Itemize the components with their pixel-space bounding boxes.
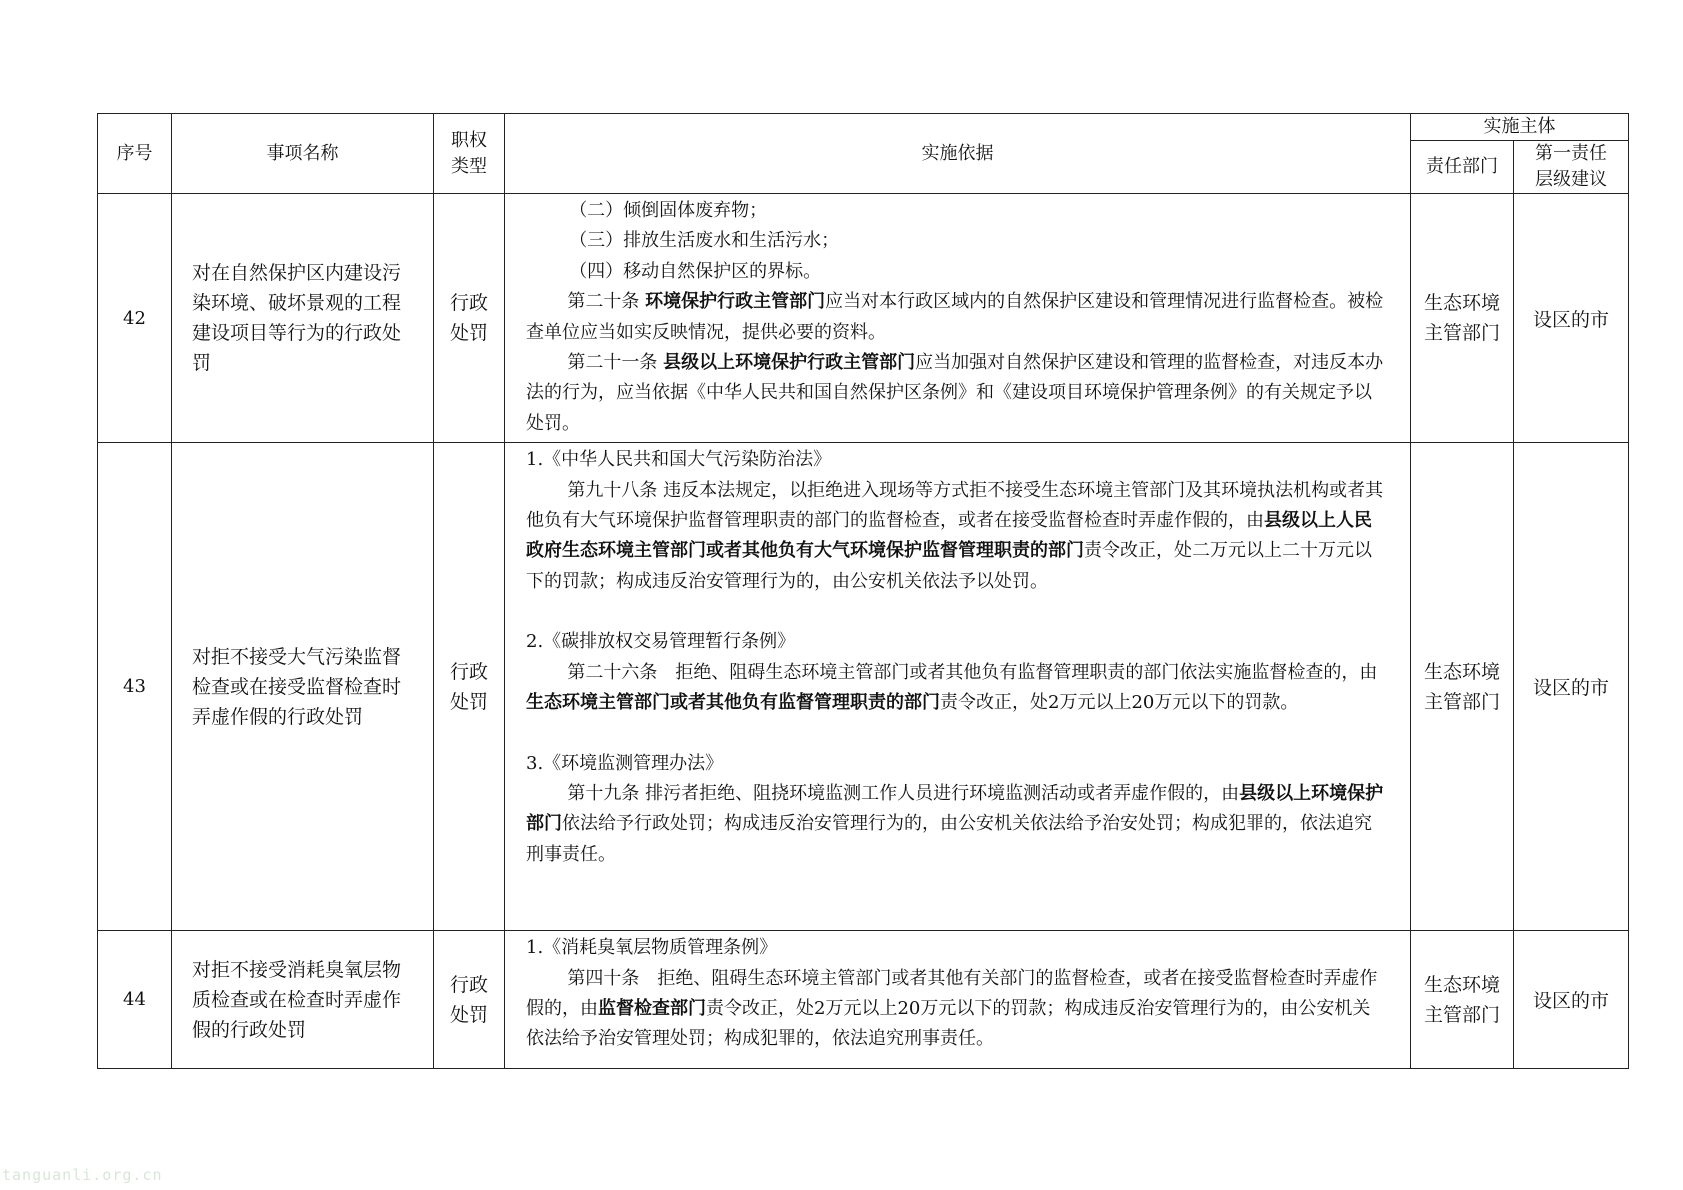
dept-line2: 主管部门 xyxy=(1423,322,1500,345)
dept-line1: 生态环境 xyxy=(1423,973,1500,996)
table-row xyxy=(98,194,1629,443)
article-text: 第二十六条 拒绝、阻碍生态环境主管部门或者其他负有监督管理职责的部门依法实施监督检查的，由 xyxy=(567,661,1378,683)
header-type xyxy=(434,114,505,194)
power-type xyxy=(434,443,505,931)
article-text: 第四十条 拒绝、阻碍生态环境主管部门或者其他有关部门的监督检查，或者在接受监督检查时弄虚作假的，由 xyxy=(526,967,1378,1020)
power-type-line2: 处罚 xyxy=(449,690,488,713)
item-name: 对在自然保护区内建设污染环境、破坏景观的工程建设项目等行为的行政处罚 xyxy=(172,194,434,443)
article-label: 第二十条 xyxy=(567,291,646,313)
responsible-authority: 环境保护行政主管部门 xyxy=(645,291,826,313)
basis-article xyxy=(526,658,1388,719)
basis-item: （三）排放生活废水和生活污水； xyxy=(569,230,840,252)
header-level-line2: 层级建议 xyxy=(1535,169,1607,190)
basis-article xyxy=(526,779,1388,870)
row-number: 42 xyxy=(98,194,172,443)
header-basis: 实施依据 xyxy=(505,114,1411,194)
document-page xyxy=(97,113,1628,1069)
legal-basis xyxy=(505,931,1411,1069)
power-type-line2: 处罚 xyxy=(449,322,488,345)
basis-article xyxy=(526,964,1388,1055)
power-type-line1: 行政 xyxy=(449,292,488,315)
responsible-authority: 县级以上环境保护行政主管部门 xyxy=(663,352,916,374)
row-number: 43 xyxy=(98,443,172,931)
watermark: tanguanli.org.cn xyxy=(2,1166,163,1184)
level-suggestion: 设区的市 xyxy=(1514,931,1629,1069)
article-text: 责令改正，处二万元以上二十万元以下的罚款；构成违反治安管理行为的，由公安机关依法予以处罚。 xyxy=(526,540,1372,592)
legal-basis xyxy=(505,443,1411,931)
level-suggestion: 设区的市 xyxy=(1514,443,1629,931)
dept-line2: 主管部门 xyxy=(1423,690,1500,713)
power-type xyxy=(434,931,505,1069)
responsible-authority: 生态环境主管部门或者其他负有监督管理职责的部门 xyxy=(526,692,940,714)
article-text: 第十九条 排污者拒绝、阻挠环境监测工作人员进行环境监测活动或者弄虚作假的，由 xyxy=(567,782,1240,804)
law-title: 2.《碳排放权交易管理暂行条例》 xyxy=(526,631,796,653)
enforcement-table xyxy=(97,113,1629,1069)
law-title: 3.《环境监测管理办法》 xyxy=(526,752,724,774)
responsible-dept xyxy=(1411,443,1514,931)
basis-item: （四）移动自然保护区的界标。 xyxy=(569,260,822,282)
dept-line2: 主管部门 xyxy=(1423,1003,1500,1026)
article-label: 第二十一条 xyxy=(567,352,664,374)
article-text: 责令改正，处2万元以上20万元以下的罚款。 xyxy=(940,692,1299,714)
law-title: 1.《消耗臭氧层物质管理条例》 xyxy=(526,937,778,959)
header-subject: 实施主体 xyxy=(1411,114,1629,141)
row-number: 44 xyxy=(98,931,172,1069)
header-seq: 序号 xyxy=(98,114,172,194)
header-type-line2: 类型 xyxy=(451,155,487,177)
header-type-line1: 职权 xyxy=(451,129,487,151)
responsible-dept xyxy=(1411,194,1514,443)
header-dept: 责任部门 xyxy=(1411,141,1514,194)
basis-item: （二）倾倒固体废弃物； xyxy=(569,200,768,221)
legal-basis xyxy=(505,194,1411,443)
article-text: 依法给予行政处罚；构成违反治安管理行为的，由公安机关依法给予治安处罚；构成犯罪的，依法追究刑事责任。 xyxy=(526,813,1372,865)
basis-article xyxy=(526,476,1388,598)
responsible-authority: 县级以上环境保护部门 xyxy=(526,782,1384,835)
basis-article xyxy=(526,287,1388,348)
basis-article xyxy=(526,348,1388,439)
article-text: 应当加强对自然保护区建设和管理的监督检查，对违反本办法的行为，应当依据《中华人民共和国自然保护区条例》和《建设项目环境保护管理条例》的有关规定予以处罚。 xyxy=(526,352,1384,434)
law-title: 1.《中华人民共和国大气污染防治法》 xyxy=(526,449,832,471)
table-row xyxy=(98,931,1629,1069)
power-type xyxy=(434,194,505,443)
item-name: 对拒不接受大气污染监督检查或在接受监督检查时弄虚作假的行政处罚 xyxy=(172,443,434,931)
header-level xyxy=(1514,141,1629,194)
table-row xyxy=(98,443,1629,931)
item-name: 对拒不接受消耗臭氧层物质检查或在检查时弄虚作假的行政处罚 xyxy=(172,931,434,1069)
dept-line1: 生态环境 xyxy=(1423,660,1500,683)
power-type-line1: 行政 xyxy=(449,660,488,683)
dept-line1: 生态环境 xyxy=(1423,292,1500,315)
power-type-line2: 处罚 xyxy=(449,1003,488,1026)
responsible-dept xyxy=(1411,931,1514,1069)
article-text: 应当对本行政区域内的自然保护区建设和管理情况进行监督检查。被检查单位应当如实反映情况，提供必要的资料。 xyxy=(526,291,1384,343)
header-name: 事项名称 xyxy=(172,114,434,194)
header-level-line1: 第一责任 xyxy=(1535,143,1607,164)
article-text: 第九十八条 违反本法规定，以拒绝进入现场等方式拒不接受生态环境主管部门及其环境执法机构或者其他负有大气环境保护监督管理职责的部门的监督检查，或者在接受监督检查时弄虚作假的，由 xyxy=(526,479,1384,532)
responsible-authority: 县级以上人民政府生态环境主管部门或者其他负有大气环境保护监督管理职责的部门 xyxy=(526,510,1372,562)
responsible-authority: 监督检查部门 xyxy=(598,998,706,1020)
article-text: 责令改正，处2万元以上20万元以下的罚款；构成违反治安管理行为的，由公安机关依法给予治安管理处罚；构成犯罪的，依法追究刑事责任。 xyxy=(526,998,1371,1050)
level-suggestion: 设区的市 xyxy=(1514,194,1629,443)
power-type-line1: 行政 xyxy=(449,973,488,996)
